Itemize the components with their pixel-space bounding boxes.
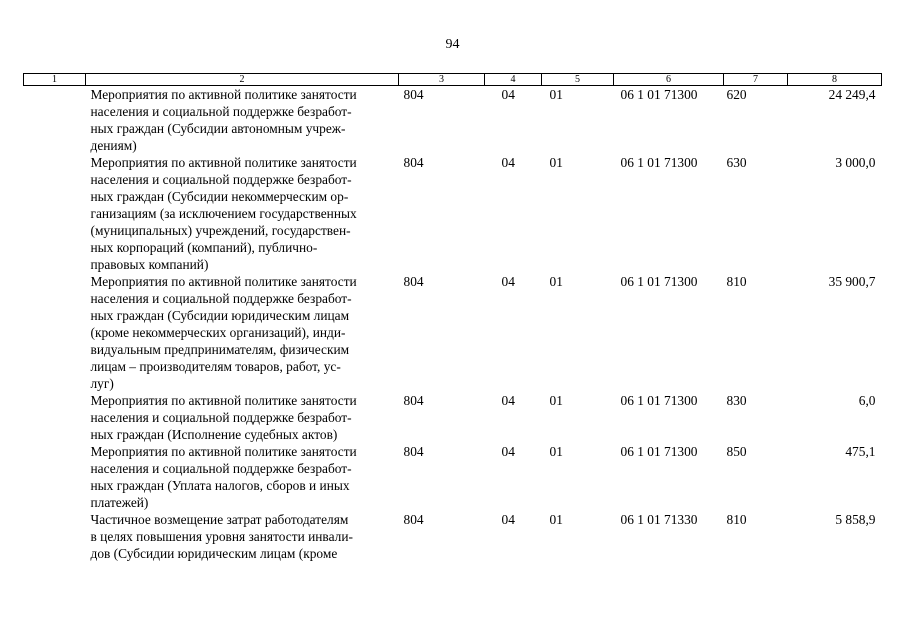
subsection-code: 01 <box>549 393 563 408</box>
amount: 5 858,9 <box>835 512 876 527</box>
table-row <box>24 443 882 511</box>
subsection-code: 01 <box>549 444 563 459</box>
target-item-code: 06 1 01 71300 <box>620 87 698 102</box>
column-header-5: 5 <box>542 74 614 86</box>
page-number: 94 <box>445 37 460 52</box>
expenditure-name: Мероприятия по активной политике занятости населения и социальной поддержке безработ- ных граждан (Уплата налогов, сборов и иных платежей) <box>90 444 357 510</box>
expenditure-name: Мероприятия по активной политике занятости населения и социальной поддержке безработ- ных граждан (Субсидии юридическим лицам (кроме некоммерческих организаций), инди- видуальным предпринимателям, физическим лицам – производителям товаров, работ, ус- луг) <box>90 274 357 391</box>
expenditure-name: Мероприятия по активной политике занятости населения и социальной поддержке безработ- ных граждан (Субсидии некоммерческим ор- ганизациям (за исключением государственных (муниципальных) учреждений, государствен- ных корпораций (компаний), публично- правовых компаний) <box>90 155 357 272</box>
target-item-code: 06 1 01 71300 <box>620 444 698 459</box>
column-header-6: 6 <box>614 74 724 86</box>
budget-table <box>23 73 882 562</box>
section-code: 04 <box>501 512 515 527</box>
row-index-cell <box>24 443 86 511</box>
section-code: 04 <box>501 87 515 102</box>
section-code: 04 <box>501 393 515 408</box>
ministry-code: 804 <box>403 444 424 459</box>
row-index-cell <box>24 154 86 273</box>
table-row <box>24 86 882 155</box>
subsection-code: 01 <box>549 155 563 170</box>
table-row <box>24 273 882 392</box>
column-header-4: 4 <box>485 74 542 86</box>
row-index-cell <box>24 511 86 562</box>
column-header-3: 3 <box>399 74 485 86</box>
column-header-2: 2 <box>86 74 399 86</box>
expense-type-code: 810 <box>726 512 747 527</box>
ministry-code: 804 <box>403 155 424 170</box>
column-header-1: 1 <box>24 74 86 86</box>
section-code: 04 <box>501 274 515 289</box>
target-item-code: 06 1 01 71300 <box>620 393 698 408</box>
target-item-code: 06 1 01 71330 <box>620 512 698 527</box>
row-index-cell <box>24 86 86 155</box>
subsection-code: 01 <box>549 274 563 289</box>
subsection-code: 01 <box>549 512 563 527</box>
expense-type-code: 630 <box>726 155 747 170</box>
column-header-7: 7 <box>724 74 788 86</box>
amount: 3 000,0 <box>835 155 876 170</box>
table-row <box>24 154 882 273</box>
subsection-code: 01 <box>549 87 563 102</box>
table-row <box>24 392 882 443</box>
expenditure-name: Частичное возмещение затрат работодателям в целях повышения уровня занятости инвали- дов (Субсидии юридическим лицам (кроме <box>90 512 353 561</box>
section-code: 04 <box>501 444 515 459</box>
column-header-8: 8 <box>788 74 882 86</box>
expenditure-name: Мероприятия по активной политике занятости населения и социальной поддержке безработ- ных граждан (Субсидии автономным учреж- дениям) <box>90 87 357 153</box>
amount: 475,1 <box>845 444 876 459</box>
ministry-code: 804 <box>403 393 424 408</box>
amount: 35 900,7 <box>828 274 876 289</box>
ministry-code: 804 <box>403 87 424 102</box>
section-code: 04 <box>501 155 515 170</box>
row-index-cell <box>24 392 86 443</box>
column-number-header-row <box>24 74 882 86</box>
expense-type-code: 810 <box>726 274 747 289</box>
ministry-code: 804 <box>403 274 424 289</box>
amount: 6,0 <box>858 393 876 408</box>
expense-type-code: 830 <box>726 393 747 408</box>
ministry-code: 804 <box>403 512 424 527</box>
table-row <box>24 511 882 562</box>
expense-type-code: 620 <box>726 87 747 102</box>
target-item-code: 06 1 01 71300 <box>620 274 698 289</box>
expense-type-code: 850 <box>726 444 747 459</box>
row-index-cell <box>24 273 86 392</box>
target-item-code: 06 1 01 71300 <box>620 155 698 170</box>
amount: 24 249,4 <box>828 87 876 102</box>
expenditure-name: Мероприятия по активной политике занятости населения и социальной поддержке безработ- ных граждан (Исполнение судебных актов) <box>90 393 357 442</box>
